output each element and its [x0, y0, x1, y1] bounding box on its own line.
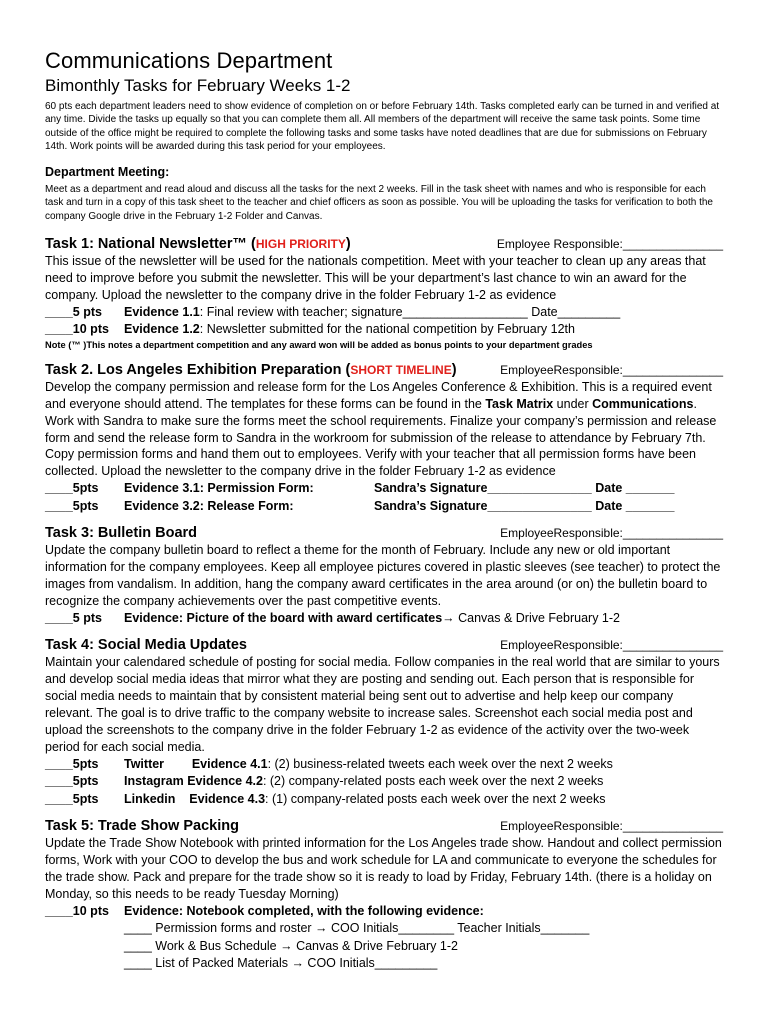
task2-employee: EmployeeResponsible:_______________ [500, 362, 723, 377]
task1-note: Note (™ )This notes a department competition and any award won will be added as bonus points to your department grades [45, 339, 593, 350]
task5-employee: EmployeeResponsible:_______________ [500, 819, 723, 834]
task4-body: Maintain your calendared schedule of posting for social media. Follow companies in the real world that are similar to yours and develop social media ideas that mirror what they are posting and sending out. Each person that is responsible for social media needs to maintain that by consistent material being sent out to advertise and help keep our company relevant. The goal is to drive traffic to the company website to increase sales. Screenshot each social media post and upload the screenshots to the company drive in the folder February 1-2 as evidence of the activity over the two-week period for each social media. [45, 655, 720, 754]
task5-item-1: ____ Permission forms and roster → COO Initials________ Teacher Initials_______ [124, 921, 590, 936]
task2-evidence: ____5pts Evidence 3.1: Permission Form: Sandra’s Signature_______________ Date _______ ____5pts Evidence 3.2: Release Form: Sandra’s Signature_______________ Date _______ [45, 481, 675, 513]
task3-evidence: ____5 pts Evidence: Picture of the board with award certificates→ Canvas & Drive February 1-2 [45, 610, 620, 625]
task4-evidence-1: ____5pts Twitter Evidence 4.1: (2) business-related tweets each week over the next 2 weeks [45, 756, 613, 771]
task3-employee: EmployeeResponsible:_______________ [500, 526, 723, 541]
task1-evidence-1: ____5 pts Evidence 1.1: Final review with teacher; signature__________________ Date_________ [45, 304, 621, 319]
task3-title: Task 3: Bulletin Board [45, 525, 198, 542]
task1-header [45, 235, 723, 253]
page-title: Communications Department [45, 48, 333, 73]
task2-body: Develop the company permission and release form for the Los Angeles Conference & Exhibition. This is a required event and everyone should attend. The templates for these forms can be found in the Task Matrix under Communications. Work with Sandra to make sure the forms meet the school requirements. Finalize your company’s permission and release form and send the release form to Sandra in the workroom for submission of the release to attendance by February 7th. Copy permission forms and hand them out to employees. Verify with your teacher that all permission forms have been collected. Upload the newsletter to the company drive in the folder February 1-2 as evidence [45, 379, 717, 479]
task5-item-3: ____ List of Packed Materials → COO Initials_________ [124, 956, 438, 971]
task4-evidence-2: ____5pts Instagram Evidence 4.2: (2) company-related posts each week over the next 2 weeks [45, 774, 604, 789]
task5-item-2: ____ Work & Bus Schedule → Canvas & Drive February 1-2 [124, 938, 458, 953]
task1-priority: HIGH PRIORITY [255, 237, 346, 252]
document-page [45, 48, 723, 973]
task4-title: Task 4: Social Media Updates [45, 637, 247, 654]
task2-header [45, 361, 723, 379]
task2-title: Task 2. Los Angeles Exhibition Preparation (SHORT TIMELINE) [45, 361, 457, 378]
meeting-label: Department Meeting: [45, 165, 170, 180]
task5-header [45, 817, 723, 835]
task1-body: This issue of the newsletter will be used for the nationals competition. Meet with your teacher to clean up any areas that need to improve before you submit the newsletter. This will be your department’s last chance to win an award for the company. Upload the newsletter to the company drive in the folder February 1-2 as evidence [45, 254, 706, 302]
intro-paragraph: 60 pts each department leaders need to show evidence of completion on or before February 14th. Tasks completed early can be turned in and verified at any time. Divide the tasks up equally so that you can complete them all. All members of the department will receive the same task points. Some time outside of the office might be required to complete the following tasks and some tasks have noted deadlines that are due for submissions on February 14th. Work points will be awarded during this task period for your employees. [45, 101, 720, 152]
task4-employee: EmployeeResponsible:_______________ [500, 638, 723, 653]
task5-title: Task 5: Trade Show Packing [45, 818, 239, 835]
task1-evidence-2: ____10 pts Evidence 1.2: Newsletter submitted for the national competition by February 12th [45, 322, 575, 337]
page-subtitle: Bimonthly Tasks for February Weeks 1-2 [45, 76, 351, 95]
meeting-text: Meet as a department and read aloud and discuss all the tasks for the next 2 weeks. Fill in the task sheet with names and who is responsible for each task and turn in a copy of this task sheet to the teacher and chief officers as soon as possible. You will be uploading the tasks for verification to both the company Google drive in the February 1-2 Folder and Canvas. [45, 184, 713, 222]
task1-employee: Employee Responsible:_______________ [496, 237, 723, 252]
task5-evidence: ____10 pts Evidence: Notebook completed, with the following evidence: [45, 903, 484, 918]
task1-title: Task 1: National Newsletter™ (HIGH PRIORITY) [45, 236, 351, 253]
task3-header [45, 524, 723, 542]
task4-header [45, 636, 723, 654]
task2-priority: SHORT TIMELINE [350, 362, 452, 377]
task3-body: Update the company bulletin board to reflect a theme for the month of February. Include any new or old important information for the company employees. Keep all employee pictures covered in plastic sleeves (see teacher) to protect the images from vandalism. In addition, hang the company award certificates in the area around (or on) the bulletin board to recognize the company achievements over the past competitive events. [45, 543, 721, 608]
task4-evidence-3: ____5pts Linkedin Evidence 4.3: (1) company-related posts each week over the next 2 weeks [45, 791, 606, 806]
task5-body: Update the Trade Show Notebook with printed information for the Los Angeles trade show. Handout and collect permission forms, Work with your COO to develop the bus and work schedule for LA and communicate to everyone the schedules for the trade show. Pack and prepare for the trade show so it is ready to load by Friday, February 14th. (there is a holiday on Monday, so this needs to be ready Tuesday Morning) [45, 836, 722, 902]
